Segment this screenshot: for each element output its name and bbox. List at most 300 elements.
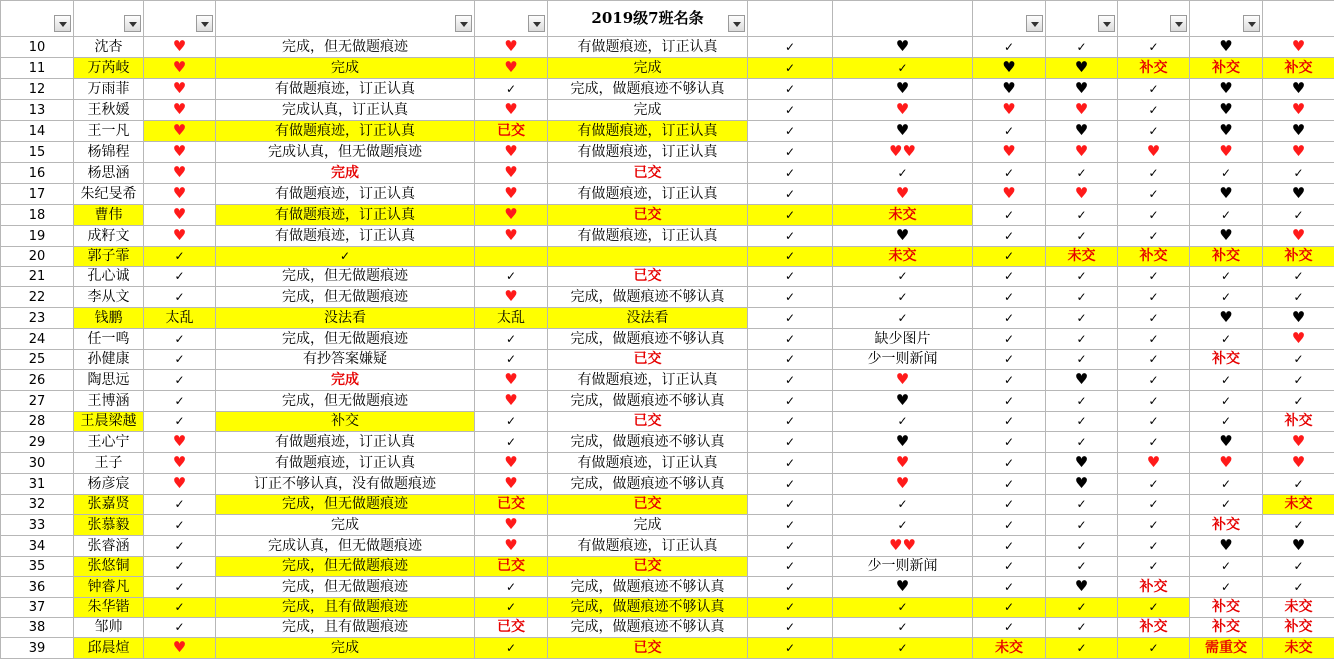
- grade-cell[interactable]: [973, 598, 1046, 618]
- grade-cell[interactable]: [216, 308, 475, 329]
- grade-cell[interactable]: [973, 577, 1046, 598]
- filter-dropdown-button[interactable]: [1243, 15, 1260, 32]
- grade-cell[interactable]: [144, 350, 216, 370]
- grade-cell[interactable]: [1046, 370, 1118, 391]
- grade-cell[interactable]: [1046, 308, 1118, 329]
- grade-cell[interactable]: [216, 184, 475, 205]
- grade-cell[interactable]: [216, 142, 475, 163]
- grade-cell[interactable]: [548, 391, 748, 412]
- grade-cell[interactable]: [973, 121, 1046, 142]
- grade-cell[interactable]: [833, 79, 973, 100]
- grade-cell[interactable]: [1046, 598, 1118, 618]
- grade-cell[interactable]: [1263, 391, 1334, 412]
- grade-cell[interactable]: [973, 79, 1046, 100]
- grade-cell[interactable]: [1190, 515, 1263, 536]
- grade-cell[interactable]: [548, 329, 748, 350]
- student-name-cell[interactable]: [74, 287, 144, 308]
- grade-cell[interactable]: [144, 432, 216, 453]
- grade-cell[interactable]: [1263, 226, 1334, 247]
- grade-cell[interactable]: [1118, 370, 1190, 391]
- grade-cell[interactable]: [748, 247, 833, 267]
- grade-cell[interactable]: [973, 100, 1046, 121]
- row-number-cell[interactable]: [1, 329, 74, 350]
- grade-cell[interactable]: [1190, 329, 1263, 350]
- grade-cell[interactable]: [1190, 205, 1263, 226]
- grade-cell[interactable]: [1263, 267, 1334, 287]
- grade-cell[interactable]: [833, 100, 973, 121]
- grade-cell[interactable]: [475, 184, 548, 205]
- row-number-cell[interactable]: [1, 247, 74, 267]
- grade-cell[interactable]: [1118, 598, 1190, 618]
- student-name-cell[interactable]: [74, 79, 144, 100]
- grade-cell[interactable]: [748, 79, 833, 100]
- grade-cell[interactable]: [748, 391, 833, 412]
- grade-cell[interactable]: [1190, 308, 1263, 329]
- grade-cell[interactable]: [748, 515, 833, 536]
- grade-cell[interactable]: [833, 618, 973, 638]
- grade-cell[interactable]: [748, 287, 833, 308]
- grade-cell[interactable]: [475, 287, 548, 308]
- student-name-cell[interactable]: [74, 495, 144, 515]
- grade-cell[interactable]: [1118, 79, 1190, 100]
- grade-cell[interactable]: [1263, 350, 1334, 370]
- grade-cell[interactable]: [548, 495, 748, 515]
- grade-cell[interactable]: [748, 37, 833, 58]
- grade-cell[interactable]: [144, 515, 216, 536]
- grade-cell[interactable]: [1118, 37, 1190, 58]
- grade-cell[interactable]: [748, 226, 833, 247]
- grade-cell[interactable]: [973, 370, 1046, 391]
- grade-cell[interactable]: [748, 474, 833, 495]
- grade-cell[interactable]: [1263, 329, 1334, 350]
- grade-cell[interactable]: [144, 205, 216, 226]
- grade-cell[interactable]: [833, 205, 973, 226]
- grade-cell[interactable]: [973, 184, 1046, 205]
- grade-cell[interactable]: [973, 226, 1046, 247]
- row-number-cell[interactable]: [1, 577, 74, 598]
- grade-cell[interactable]: [144, 370, 216, 391]
- grade-cell[interactable]: [1190, 474, 1263, 495]
- student-name-cell[interactable]: [74, 536, 144, 557]
- grade-cell[interactable]: [475, 474, 548, 495]
- grade-cell[interactable]: [1190, 412, 1263, 432]
- row-number-cell[interactable]: [1, 100, 74, 121]
- grade-cell[interactable]: [973, 205, 1046, 226]
- grade-cell[interactable]: [1046, 329, 1118, 350]
- grade-cell[interactable]: [1263, 412, 1334, 432]
- grade-cell[interactable]: [548, 37, 748, 58]
- student-name-cell[interactable]: [74, 391, 144, 412]
- filter-dropdown-button[interactable]: [1026, 15, 1043, 32]
- grade-cell[interactable]: [1118, 287, 1190, 308]
- grade-cell[interactable]: [1263, 37, 1334, 58]
- row-number-cell[interactable]: [1, 495, 74, 515]
- grade-cell[interactable]: [548, 58, 748, 79]
- grade-cell[interactable]: [144, 142, 216, 163]
- grade-cell[interactable]: [1118, 58, 1190, 79]
- grade-cell[interactable]: [216, 329, 475, 350]
- grade-cell[interactable]: [973, 308, 1046, 329]
- grade-cell[interactable]: [216, 247, 475, 267]
- grade-cell[interactable]: [973, 618, 1046, 638]
- grade-cell[interactable]: [548, 100, 748, 121]
- grade-cell[interactable]: [973, 350, 1046, 370]
- row-number-cell[interactable]: [1, 287, 74, 308]
- grade-cell[interactable]: [548, 536, 748, 557]
- grade-cell[interactable]: [216, 79, 475, 100]
- grade-cell[interactable]: [144, 495, 216, 515]
- row-number-cell[interactable]: [1, 557, 74, 577]
- grade-cell[interactable]: [216, 474, 475, 495]
- grade-cell[interactable]: [1190, 37, 1263, 58]
- row-number-cell[interactable]: [1, 474, 74, 495]
- grade-cell[interactable]: [1118, 100, 1190, 121]
- grade-cell[interactable]: [833, 515, 973, 536]
- grade-cell[interactable]: [144, 184, 216, 205]
- grade-cell[interactable]: [216, 412, 475, 432]
- student-name-cell[interactable]: [74, 618, 144, 638]
- grade-cell[interactable]: [833, 453, 973, 474]
- grade-cell[interactable]: [748, 557, 833, 577]
- grade-cell[interactable]: [475, 638, 548, 659]
- grade-cell[interactable]: [1118, 226, 1190, 247]
- grade-cell[interactable]: [1046, 226, 1118, 247]
- grade-cell[interactable]: [1046, 453, 1118, 474]
- grade-cell[interactable]: [1118, 536, 1190, 557]
- grade-cell[interactable]: [144, 329, 216, 350]
- grade-cell[interactable]: [748, 638, 833, 659]
- grade-cell[interactable]: [833, 226, 973, 247]
- grade-cell[interactable]: [833, 598, 973, 618]
- grade-cell[interactable]: [216, 287, 475, 308]
- grade-cell[interactable]: [475, 205, 548, 226]
- grade-cell[interactable]: [1263, 247, 1334, 267]
- grade-cell[interactable]: [833, 247, 973, 267]
- grade-cell[interactable]: [748, 618, 833, 638]
- grade-cell[interactable]: [1118, 474, 1190, 495]
- student-name-cell[interactable]: [74, 100, 144, 121]
- grade-cell[interactable]: [1190, 495, 1263, 515]
- grade-cell[interactable]: [1118, 163, 1190, 184]
- grade-cell[interactable]: [475, 618, 548, 638]
- grade-cell[interactable]: [216, 37, 475, 58]
- row-number-cell[interactable]: [1, 142, 74, 163]
- grade-cell[interactable]: [1118, 577, 1190, 598]
- student-name-cell[interactable]: [74, 557, 144, 577]
- grade-cell[interactable]: [973, 287, 1046, 308]
- grade-cell[interactable]: [1190, 391, 1263, 412]
- student-name-cell[interactable]: [74, 205, 144, 226]
- grade-cell[interactable]: [475, 163, 548, 184]
- grade-cell[interactable]: [973, 638, 1046, 659]
- grade-cell[interactable]: [1046, 58, 1118, 79]
- student-name-cell[interactable]: [74, 598, 144, 618]
- grade-cell[interactable]: [748, 329, 833, 350]
- student-name-cell[interactable]: [74, 577, 144, 598]
- grade-cell[interactable]: [748, 100, 833, 121]
- grade-cell[interactable]: [1190, 536, 1263, 557]
- filter-dropdown-button[interactable]: [1170, 15, 1187, 32]
- grade-cell[interactable]: [748, 412, 833, 432]
- student-name-cell[interactable]: [74, 226, 144, 247]
- grade-cell[interactable]: [144, 37, 216, 58]
- grade-cell[interactable]: [833, 391, 973, 412]
- grade-cell[interactable]: [748, 308, 833, 329]
- grade-cell[interactable]: [1118, 638, 1190, 659]
- grade-cell[interactable]: [1046, 267, 1118, 287]
- grade-cell[interactable]: [1118, 515, 1190, 536]
- grade-cell[interactable]: [1263, 453, 1334, 474]
- grade-cell[interactable]: [475, 453, 548, 474]
- grade-cell[interactable]: [1046, 163, 1118, 184]
- grade-cell[interactable]: [1118, 618, 1190, 638]
- grade-cell[interactable]: [748, 432, 833, 453]
- grade-cell[interactable]: [475, 121, 548, 142]
- grade-cell[interactable]: [1190, 121, 1263, 142]
- grade-cell[interactable]: [1046, 515, 1118, 536]
- grade-cell[interactable]: [216, 618, 475, 638]
- student-name-cell[interactable]: [74, 184, 144, 205]
- grade-cell[interactable]: [144, 100, 216, 121]
- grade-cell[interactable]: [144, 577, 216, 598]
- grade-cell[interactable]: [973, 536, 1046, 557]
- grade-cell[interactable]: [973, 515, 1046, 536]
- grade-cell[interactable]: [833, 37, 973, 58]
- grade-cell[interactable]: [1190, 58, 1263, 79]
- grade-cell[interactable]: [973, 495, 1046, 515]
- grade-cell[interactable]: [1190, 247, 1263, 267]
- grade-cell[interactable]: [833, 638, 973, 659]
- grade-cell[interactable]: [1046, 391, 1118, 412]
- row-number-cell[interactable]: [1, 536, 74, 557]
- grade-cell[interactable]: [1190, 577, 1263, 598]
- grade-cell[interactable]: [475, 515, 548, 536]
- student-name-cell[interactable]: [74, 37, 144, 58]
- grade-cell[interactable]: [1118, 329, 1190, 350]
- grade-cell[interactable]: [833, 267, 973, 287]
- grade-cell[interactable]: [216, 495, 475, 515]
- row-number-cell[interactable]: [1, 226, 74, 247]
- grade-cell[interactable]: [144, 557, 216, 577]
- grade-cell[interactable]: [548, 226, 748, 247]
- grade-cell[interactable]: [1190, 618, 1263, 638]
- row-number-cell[interactable]: [1, 79, 74, 100]
- grade-cell[interactable]: [475, 37, 548, 58]
- student-name-cell[interactable]: [74, 267, 144, 287]
- grade-cell[interactable]: [216, 557, 475, 577]
- grade-cell[interactable]: [144, 453, 216, 474]
- grade-cell[interactable]: [548, 618, 748, 638]
- grade-cell[interactable]: [144, 247, 216, 267]
- student-name-cell[interactable]: [74, 515, 144, 536]
- grade-cell[interactable]: [1263, 184, 1334, 205]
- grade-cell[interactable]: [748, 350, 833, 370]
- grade-cell[interactable]: [1190, 557, 1263, 577]
- grade-cell[interactable]: [1263, 142, 1334, 163]
- grade-cell[interactable]: [144, 618, 216, 638]
- grade-cell[interactable]: [216, 577, 475, 598]
- grade-cell[interactable]: [973, 557, 1046, 577]
- row-number-cell[interactable]: [1, 618, 74, 638]
- grade-cell[interactable]: [144, 267, 216, 287]
- student-name-cell[interactable]: [74, 308, 144, 329]
- grade-cell[interactable]: [216, 100, 475, 121]
- grade-cell[interactable]: [144, 391, 216, 412]
- grade-cell[interactable]: [973, 247, 1046, 267]
- grade-cell[interactable]: [216, 391, 475, 412]
- grade-cell[interactable]: [548, 432, 748, 453]
- grade-cell[interactable]: [548, 598, 748, 618]
- filter-dropdown-button[interactable]: [196, 15, 213, 32]
- student-name-cell[interactable]: [74, 432, 144, 453]
- grade-cell[interactable]: [548, 577, 748, 598]
- grade-cell[interactable]: [475, 412, 548, 432]
- grade-cell[interactable]: [1190, 432, 1263, 453]
- grade-cell[interactable]: [1118, 432, 1190, 453]
- filter-dropdown-button[interactable]: [455, 15, 472, 32]
- grade-cell[interactable]: [216, 163, 475, 184]
- row-number-cell[interactable]: [1, 638, 74, 659]
- grade-cell[interactable]: [1046, 557, 1118, 577]
- grade-cell[interactable]: [1190, 453, 1263, 474]
- grade-cell[interactable]: [1263, 432, 1334, 453]
- grade-cell[interactable]: [216, 515, 475, 536]
- grade-cell[interactable]: [973, 37, 1046, 58]
- grade-cell[interactable]: [1263, 536, 1334, 557]
- row-number-cell[interactable]: [1, 432, 74, 453]
- grade-cell[interactable]: [144, 79, 216, 100]
- filter-dropdown-button[interactable]: [1098, 15, 1115, 32]
- grade-cell[interactable]: [548, 557, 748, 577]
- filter-dropdown-button[interactable]: [528, 15, 545, 32]
- grade-cell[interactable]: [1263, 370, 1334, 391]
- grade-cell[interactable]: [833, 163, 973, 184]
- row-number-cell[interactable]: [1, 412, 74, 432]
- grade-cell[interactable]: [1118, 453, 1190, 474]
- row-number-cell[interactable]: [1, 58, 74, 79]
- grade-cell[interactable]: [748, 267, 833, 287]
- grade-cell[interactable]: [748, 598, 833, 618]
- row-number-cell[interactable]: [1, 515, 74, 536]
- grade-cell[interactable]: [548, 205, 748, 226]
- grade-cell[interactable]: [973, 474, 1046, 495]
- grade-cell[interactable]: [1046, 618, 1118, 638]
- grade-cell[interactable]: [833, 577, 973, 598]
- grade-cell[interactable]: [475, 350, 548, 370]
- grade-cell[interactable]: [973, 163, 1046, 184]
- grade-cell[interactable]: [1046, 350, 1118, 370]
- grade-cell[interactable]: [833, 121, 973, 142]
- grade-cell[interactable]: [973, 142, 1046, 163]
- grade-cell[interactable]: [833, 142, 973, 163]
- grade-cell[interactable]: [216, 121, 475, 142]
- grade-cell[interactable]: [475, 308, 548, 329]
- grade-cell[interactable]: [748, 142, 833, 163]
- grade-cell[interactable]: [548, 474, 748, 495]
- grade-cell[interactable]: [1190, 100, 1263, 121]
- student-name-cell[interactable]: [74, 142, 144, 163]
- grade-cell[interactable]: [748, 577, 833, 598]
- grade-cell[interactable]: [144, 287, 216, 308]
- row-number-cell[interactable]: [1, 205, 74, 226]
- row-number-cell[interactable]: [1, 370, 74, 391]
- grade-cell[interactable]: [1118, 495, 1190, 515]
- grade-cell[interactable]: [1190, 267, 1263, 287]
- grade-cell[interactable]: [548, 350, 748, 370]
- grade-cell[interactable]: [833, 58, 973, 79]
- grade-cell[interactable]: [1046, 577, 1118, 598]
- grade-cell[interactable]: [548, 370, 748, 391]
- row-number-cell[interactable]: [1, 163, 74, 184]
- grade-cell[interactable]: [475, 226, 548, 247]
- grade-cell[interactable]: [1118, 142, 1190, 163]
- grade-cell[interactable]: [1118, 391, 1190, 412]
- grade-cell[interactable]: [216, 58, 475, 79]
- grade-cell[interactable]: [1118, 184, 1190, 205]
- row-number-cell[interactable]: [1, 121, 74, 142]
- student-name-cell[interactable]: [74, 370, 144, 391]
- grade-cell[interactable]: [475, 391, 548, 412]
- grade-cell[interactable]: [475, 495, 548, 515]
- grade-cell[interactable]: [475, 432, 548, 453]
- grade-cell[interactable]: [833, 287, 973, 308]
- grade-cell[interactable]: [475, 247, 548, 267]
- grade-cell[interactable]: [833, 557, 973, 577]
- grade-cell[interactable]: [748, 121, 833, 142]
- grade-cell[interactable]: [1046, 536, 1118, 557]
- student-name-cell[interactable]: [74, 350, 144, 370]
- filter-dropdown-button[interactable]: [124, 15, 141, 32]
- grade-cell[interactable]: [833, 329, 973, 350]
- grade-cell[interactable]: [1263, 79, 1334, 100]
- grade-cell[interactable]: [216, 205, 475, 226]
- grade-cell[interactable]: [475, 557, 548, 577]
- student-name-cell[interactable]: [74, 412, 144, 432]
- grade-cell[interactable]: [475, 577, 548, 598]
- grade-cell[interactable]: [475, 100, 548, 121]
- grade-cell[interactable]: [973, 412, 1046, 432]
- grade-cell[interactable]: [1046, 474, 1118, 495]
- grade-cell[interactable]: [1190, 163, 1263, 184]
- grade-cell[interactable]: [748, 495, 833, 515]
- grade-cell[interactable]: [1118, 308, 1190, 329]
- grade-cell[interactable]: [833, 536, 973, 557]
- grade-cell[interactable]: [1046, 287, 1118, 308]
- grade-cell[interactable]: [748, 536, 833, 557]
- grade-cell[interactable]: [1263, 495, 1334, 515]
- grade-cell[interactable]: [144, 412, 216, 432]
- grade-cell[interactable]: [1190, 598, 1263, 618]
- grade-cell[interactable]: [216, 453, 475, 474]
- grade-cell[interactable]: [1046, 247, 1118, 267]
- grade-cell[interactable]: [1118, 205, 1190, 226]
- grade-cell[interactable]: [1190, 79, 1263, 100]
- grade-cell[interactable]: [973, 453, 1046, 474]
- grade-cell[interactable]: [1118, 247, 1190, 267]
- grade-cell[interactable]: [548, 453, 748, 474]
- grade-cell[interactable]: [1263, 287, 1334, 308]
- student-name-cell[interactable]: [74, 247, 144, 267]
- grade-cell[interactable]: [833, 308, 973, 329]
- grade-cell[interactable]: [973, 391, 1046, 412]
- grade-cell[interactable]: [1046, 412, 1118, 432]
- grade-cell[interactable]: [748, 58, 833, 79]
- row-number-cell[interactable]: [1, 37, 74, 58]
- grade-cell[interactable]: [833, 432, 973, 453]
- row-number-cell[interactable]: [1, 598, 74, 618]
- row-number-cell[interactable]: [1, 308, 74, 329]
- grade-cell[interactable]: [548, 79, 748, 100]
